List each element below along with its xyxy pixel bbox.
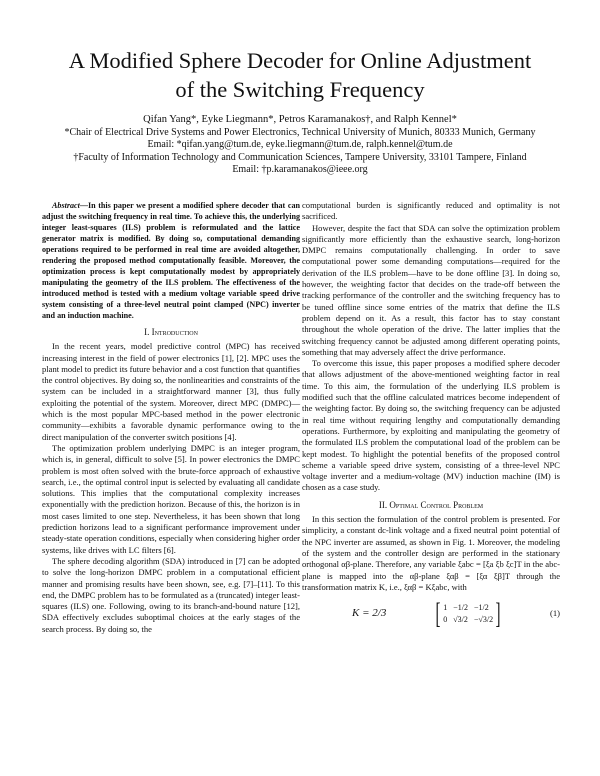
section-2-paragraph: In this section the formulation of the control problem is presented. For simplicity, a constant dc-link voltage and a fixed neutral point potential of the NPC inverter are assumed, as shown in Fig. 1. Moreover, the modeling of the system and the controller design are performed in the stationary orthogonal αβ-plane. Therefore, any variable ξabc = [ξa ξb ξc]T in the abc-plane is mapped into the αβ-plane ξαβ = [ξα ξβ]T through the transformation matrix K, i.e., ξαβ = Kξabc, with <box>302 514 560 592</box>
matrix-cell: −1/2 <box>453 603 468 613</box>
equation-matrix: [ 1 −1/2 −1/2 0 √3/2 −√3/2 ] <box>435 597 501 631</box>
matrix-cell: −1/2 <box>473 603 489 613</box>
equation-1 <box>302 599 560 629</box>
right-column <box>302 200 560 629</box>
right-paragraph-3: To overcome this issue, this paper proposes a modified sphere decoder that allows adjustment of the above-mentioned weighting factor in real time. To this aim, the formulation of the underlying ILS problem is modified such that the offline calculated matrices become independent of the weighting factor. By doing so, the switching frequency can be adjusted in real time without requiring lengthy and computationally demanding operations. Furthermore, by exploiting and manipulating the geometry of the formulated ILS problem the computational load of the problem can be kept modest. To highlight the potential benefits of the proposed control scheme a variable speed drive system, consisting of a three-level NPC voltage inverter and a medium-voltage (MV) induction machine (IM) is chosen as a case study. <box>302 358 560 493</box>
author-names: Qifan Yang*, Eyke Liegmann*, Petros Karamanakos†, and Ralph Kennel* <box>143 114 457 125</box>
right-paragraph-1: computational burden is significantly reduced and optimality is not sacrificed. <box>302 200 560 222</box>
matrix-cell: 1 <box>443 603 448 613</box>
title-line-1: A Modified Sphere Decoder for Online Adjustment <box>68 48 532 73</box>
abstract <box>42 200 300 321</box>
matrix-cell: √3/2 <box>453 615 468 625</box>
abstract-text: —In this paper we present a modified sphere decoder that can adjust the switching frequency in real time. To achieve this, the underlying integer least-squares (ILS) problem is reformulated and the lattice generator matrix is modified. By doing so, computational demanding operations required to be performed in real time are avoided altogether, rendering the proposed method computationally feasible. Moreover, the optimization process is kept computationally modest by appropriately manipulating the geometry of the ILS problem. The effectiveness of the introduced method is tested with a medium voltage variable speed drive system consisting of a three-level neutral point clamped (NPC) inverter and an induction machine. <box>42 201 300 320</box>
author-block <box>0 114 600 177</box>
email-2: Email: †p.karamanakos@ieee.org <box>232 164 368 175</box>
equation-lhs: K = 2/3 <box>352 607 387 620</box>
title-line-2: of the Switching Frequency <box>175 77 425 102</box>
left-column <box>42 200 300 635</box>
intro-paragraph-2: The optimization problem underlying DMPC is an integer program, which is, in general, difficult to solve [5]. In power electronics the DMPC problem is most often solved with the brute-force approach of exhaustive search, i.e., the optimal control input is selected by evaluating all candidate solutions. This implies that the computational complexity increases exponentially with the prediction horizon. Because of this, the horizon is in most cases limited to one step. Nevertheless, it has been shown that long prediction horizons lead to a significant performance improvement under steady-state operation conditions, especially when considering higher order systems, like drives with LC filters [6]. <box>42 442 300 555</box>
equation-number: (1) <box>550 608 560 619</box>
email-1: Email: *qifan.yang@tum.de, eyke.liegmann@tum.de, ralph.kennel@tum.de <box>147 139 453 150</box>
matrix-cell: 0 <box>443 615 448 625</box>
affiliation-1: *Chair of Electrical Drive Systems and Power Electronics, Technical University of Munich, 80333 Munich, Germany <box>64 126 536 138</box>
section-2-heading: II. Optimal Control Problem <box>378 499 484 510</box>
right-paragraph-2: However, despite the fact that SDA can solve the optimization problem significantly more efficiently than the exhaustive search, long-horizon DMPC remains computationally challenging. In order to save computational power some demanding computations—required for the derivation of the ILS problem—have to be done offline [3]. In doing so, however, the weighting factor that decides on the trade-off between the tracking performance of the controller and the switching frequency has to be tuned offline since some entries of the matrix that define the ILS problem depend on it. As a result, this factor has to stay constant throughout the whole operation of the drive. The latter implies that the switching frequency cannot be adjusted among different operating points, something that may adversely affect the drive performance. <box>302 222 560 357</box>
intro-paragraph-1: In the recent years, model predictive control (MPC) has received increasing interest in the field of power electronics [1], [2]. MPC uses the plant model to predict its future behavior and a cost function that quantifies the control objectives. By doing so, the nonlinearities and constraints of the system can be included in a straightforward manner [3], thus fully exploiting the potential of the system. Moreover, direct MPC (DMPC)—which is the most popular MPC-based method in the power electronic community—exhibits a favorable dynamic performance owing to the direct manipulation of the converter switch positions [4]. <box>42 341 301 442</box>
abstract-label: Abstract <box>52 201 80 210</box>
affiliation-2: †Faculty of Information Technology and Communication Sciences, Tampere University, 33101 Tampere, Finland <box>73 151 527 163</box>
intro-paragraph-3: The sphere decoding algorithm (SDA) introduced in [7] can be adopted to solve the long-horizon DMPC problem in a computational efficient manner and promising results have been shown, see, e.g. [7]–[11]. To this end, the DMPC problem has to be formulated as a (truncated) integer least-squares (ILS) one. Following, owing to its branch-and-bound nature [12], SDA effectively excludes suboptimal choices at the early stages of the search process. By doing so, the <box>42 555 300 634</box>
paper-title <box>0 46 600 104</box>
matrix-cell: −√3/2 <box>473 615 494 625</box>
section-1-heading: I. Introduction <box>144 327 198 337</box>
